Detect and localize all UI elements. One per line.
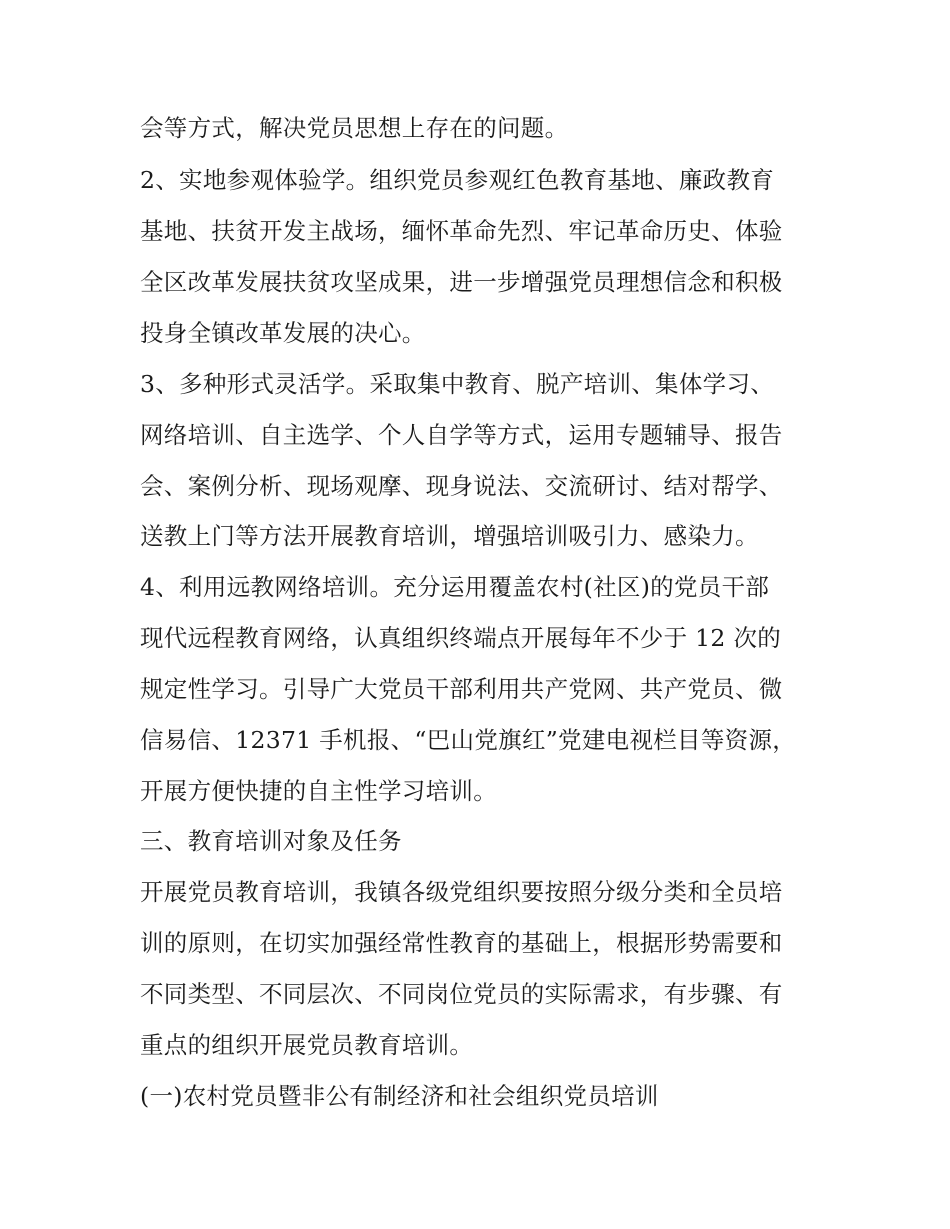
text-line: 重点的组织开展党员教育培训。 <box>140 1031 474 1059</box>
section-heading: 三、教育培训对象及任务 <box>140 827 402 855</box>
text-line: 会等方式，解决党员思想上存在的问题。 <box>140 114 569 142</box>
text-line: 投身全镇改革发展的决心。 <box>140 319 426 347</box>
text-line: 现代远程教育网络，认真组织终端点开展每年不少于 12 次的 <box>140 624 782 652</box>
text-line: 不同类型、不同层次、不同岗位党员的实际需求，有步骤、有 <box>140 980 783 1008</box>
text-line: 送教上门等方法开展教育培训，增强培训吸引力、感染力。 <box>140 522 759 550</box>
text-line: 会、案例分析、现场观摩、现身说法、交流研讨、结对帮学、 <box>140 472 783 500</box>
text-line: 规定性学习。引导广大党员干部利用共产党网、共产党员、微 <box>140 675 783 703</box>
text-line: 3、多种形式灵活学。采取集中教育、脱产培训、集体学习、 <box>140 370 775 398</box>
text-line: 信易信、12371 手机报、“巴山党旗红”党建电视栏目等资源， <box>140 726 797 754</box>
text-line: 训的原则，在切实加强经常性教育的基础上，根据形势需要和 <box>140 929 783 957</box>
text-line: 开展方便快捷的自主性学习培训。 <box>140 777 497 805</box>
subsection-heading: (一)农村党员暨非公有制经济和社会组织党员培训 <box>140 1082 659 1110</box>
text-line: 基地、扶贫开发主战场，缅怀革命先烈、牢记革命历史、体验 <box>140 217 783 245</box>
text-line: 开展党员教育培训，我镇各级党组织要按照分级分类和全员培 <box>140 878 783 906</box>
text-line: 网络培训、自主选学、个人自学等方式，运用专题辅导、报告 <box>140 421 783 449</box>
text-line: 4、利用远教网络培训。充分运用覆盖农村(社区)的党员干部 <box>140 573 770 601</box>
text-line: 全区改革发展扶贫攻坚成果，进一步增强党员理想信念和积极 <box>140 268 783 296</box>
text-line: 2、实地参观体验学。组织党员参观红色教育基地、廉政教育 <box>140 166 775 194</box>
